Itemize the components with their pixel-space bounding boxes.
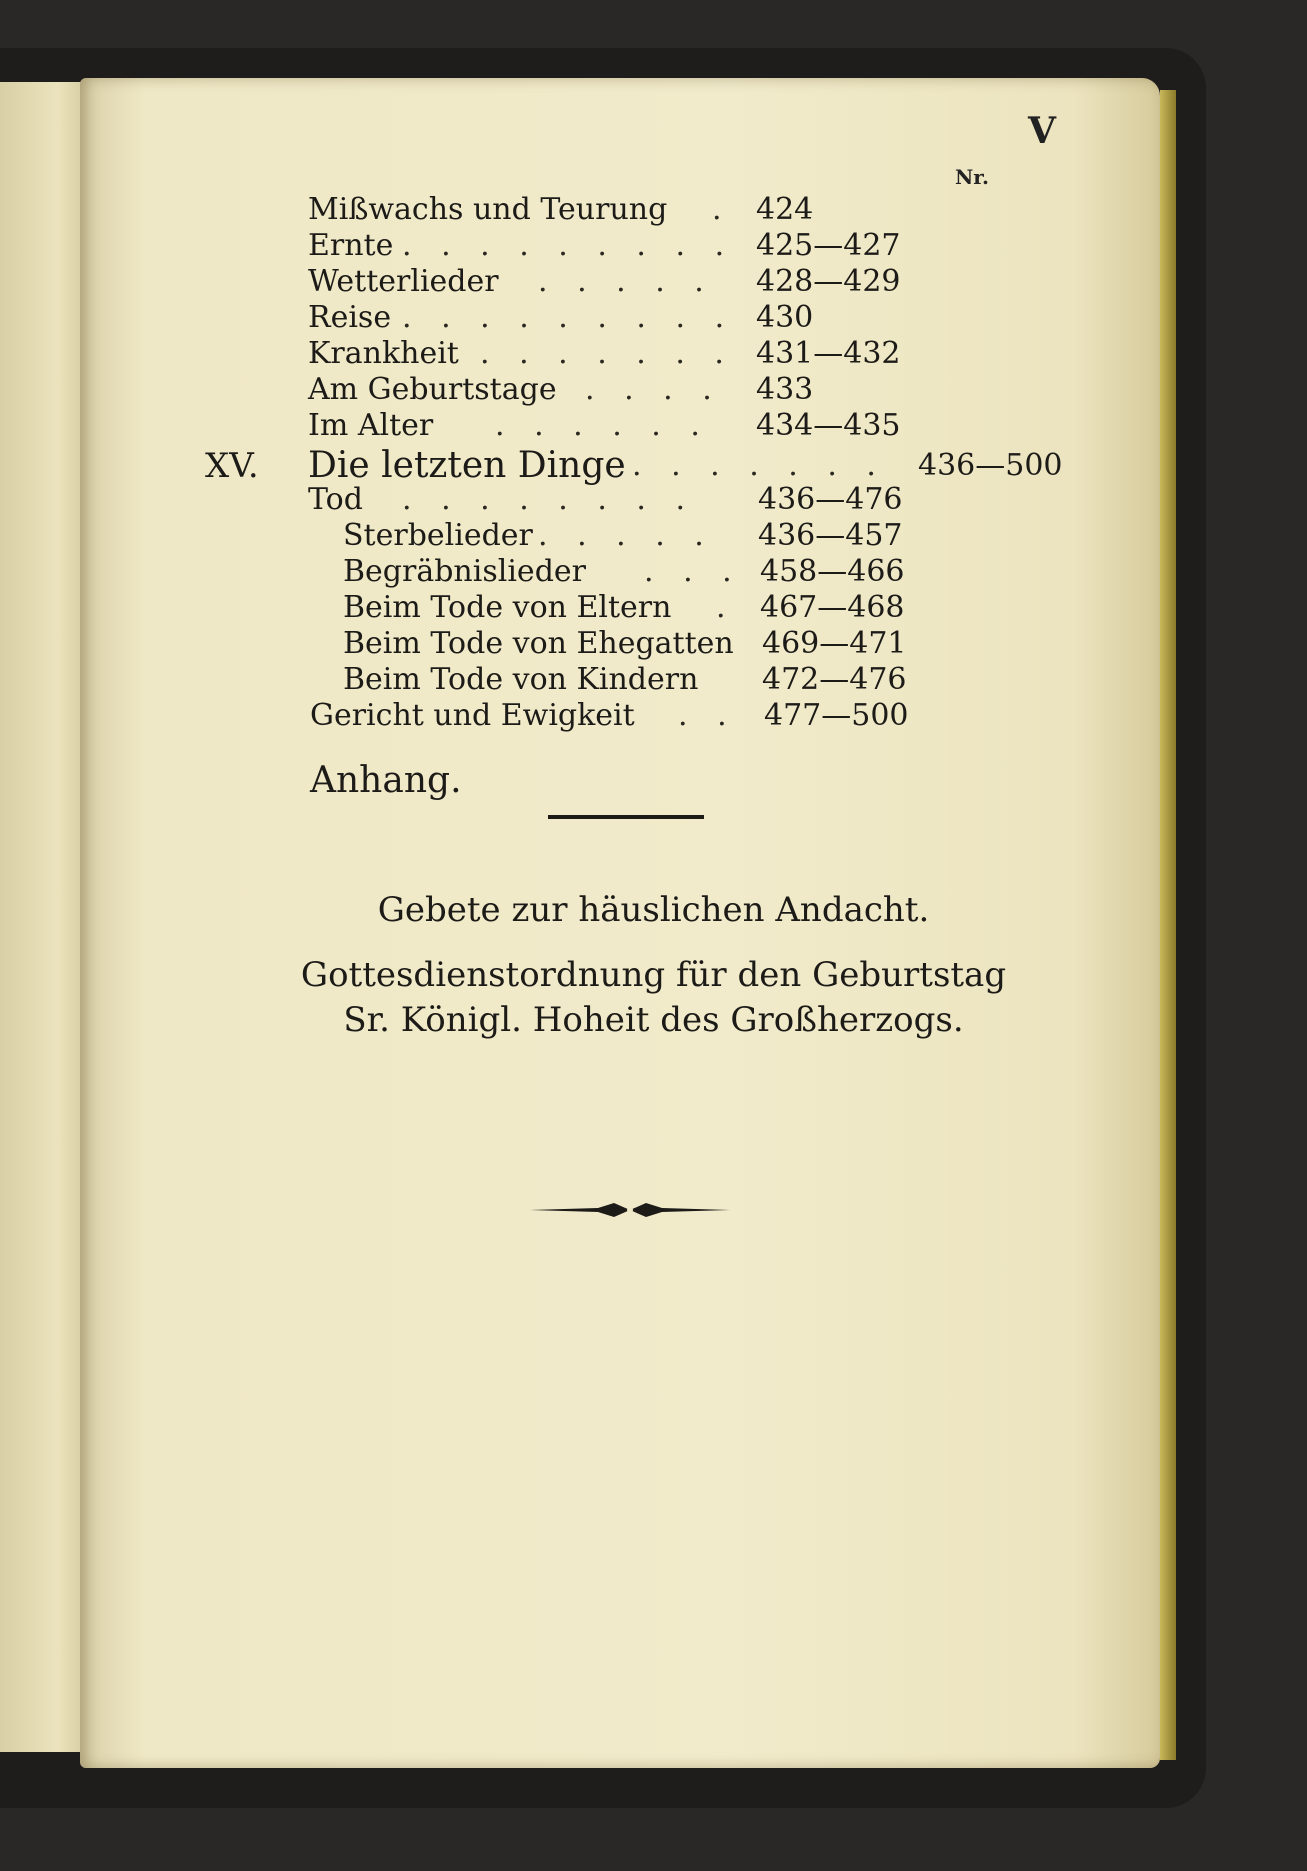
- toc-entry-label: Beim Tode von Kindern: [343, 662, 699, 697]
- toc-entry-leader: . . . . . . . . .: [402, 228, 735, 263]
- toc-entry-label: Beim Tode von Ehegatten: [343, 626, 734, 661]
- toc-entry-label: Ernte: [308, 228, 394, 263]
- toc-entry-numbers: 469—471: [762, 626, 907, 661]
- toc-entry-label: Begräbnislieder: [343, 554, 586, 589]
- toc-entry-numbers: 458—466: [760, 554, 905, 589]
- toc-entry-numbers: 425—427: [756, 228, 901, 263]
- toc-entry-leader: . . . . . .: [495, 408, 710, 443]
- toc-entry-leader: . . . . .: [538, 518, 714, 553]
- toc-entry-numbers: 428—429: [756, 264, 901, 299]
- toc-entry-leader: .: [712, 192, 732, 227]
- toc-entry-leader: .: [716, 590, 736, 625]
- order-of-service-line: Gottesdienstordnung für den Geburtstag: [300, 955, 1007, 995]
- prayer-heading: Gebete zur häuslichen Andacht.: [377, 890, 930, 930]
- toc-entry-label: Reise: [308, 300, 392, 335]
- section-roman-numeral: XV.: [205, 446, 259, 486]
- page-number: V: [1028, 110, 1056, 152]
- toc-entry-leader: . . . .: [585, 372, 722, 407]
- toc-entry-numbers: 436—457: [758, 518, 903, 553]
- toc-entry-numbers: 436—476: [758, 482, 903, 517]
- appendix-title: Anhang.: [310, 760, 462, 801]
- toc-entry-numbers: 477—500: [764, 698, 909, 733]
- toc-entry-label: Mißwachs und Teurung: [308, 192, 668, 227]
- section-leader: . . . . . . .: [632, 448, 886, 483]
- toc-entry-numbers: 430: [756, 300, 814, 335]
- toc-entry-label: Am Geburtstage: [308, 372, 557, 407]
- toc-entry-leader: . .: [678, 698, 737, 733]
- toc-entry-numbers: 434—435: [756, 408, 901, 443]
- toc-entry-leader: . . . . .: [538, 264, 714, 299]
- horizontal-rule: [548, 815, 704, 819]
- toc-entry-label: Beim Tode von Eltern: [343, 590, 672, 625]
- toc-entry-label: Im Alter: [308, 408, 434, 443]
- toc-entry-label: Gericht und Ewigkeit: [310, 698, 635, 733]
- section-title: Die letzten Dinge: [308, 445, 626, 486]
- toc-entry-leader: . . .: [644, 554, 742, 589]
- number-column-label: Nr.: [955, 165, 989, 189]
- toc-entry-numbers: 472—476: [762, 662, 907, 697]
- order-of-service-line: Sr. Königl. Hoheit des Großherzogs.: [343, 1000, 964, 1040]
- toc-entry-leader: . . . . . . . .: [402, 482, 696, 517]
- toc-entry-leader: . . . . . . . . .: [402, 300, 735, 335]
- ornament-divider-icon: [528, 1198, 732, 1222]
- toc-entry-label: Sterbelieder: [343, 518, 533, 553]
- toc-entry-leader: . . . . . . .: [480, 336, 734, 371]
- section-numbers: 436—500: [918, 448, 1063, 483]
- toc-entry-numbers: 467—468: [760, 590, 905, 625]
- toc-entry-numbers: 424: [756, 192, 814, 227]
- toc-entry-numbers: 433: [756, 372, 814, 407]
- toc-entry-label: Wetterlieder: [308, 264, 499, 299]
- toc-entry-numbers: 431—432: [756, 336, 901, 371]
- toc-entry-label: Tod: [308, 482, 363, 517]
- toc-entry-label: Krankheit: [308, 336, 459, 371]
